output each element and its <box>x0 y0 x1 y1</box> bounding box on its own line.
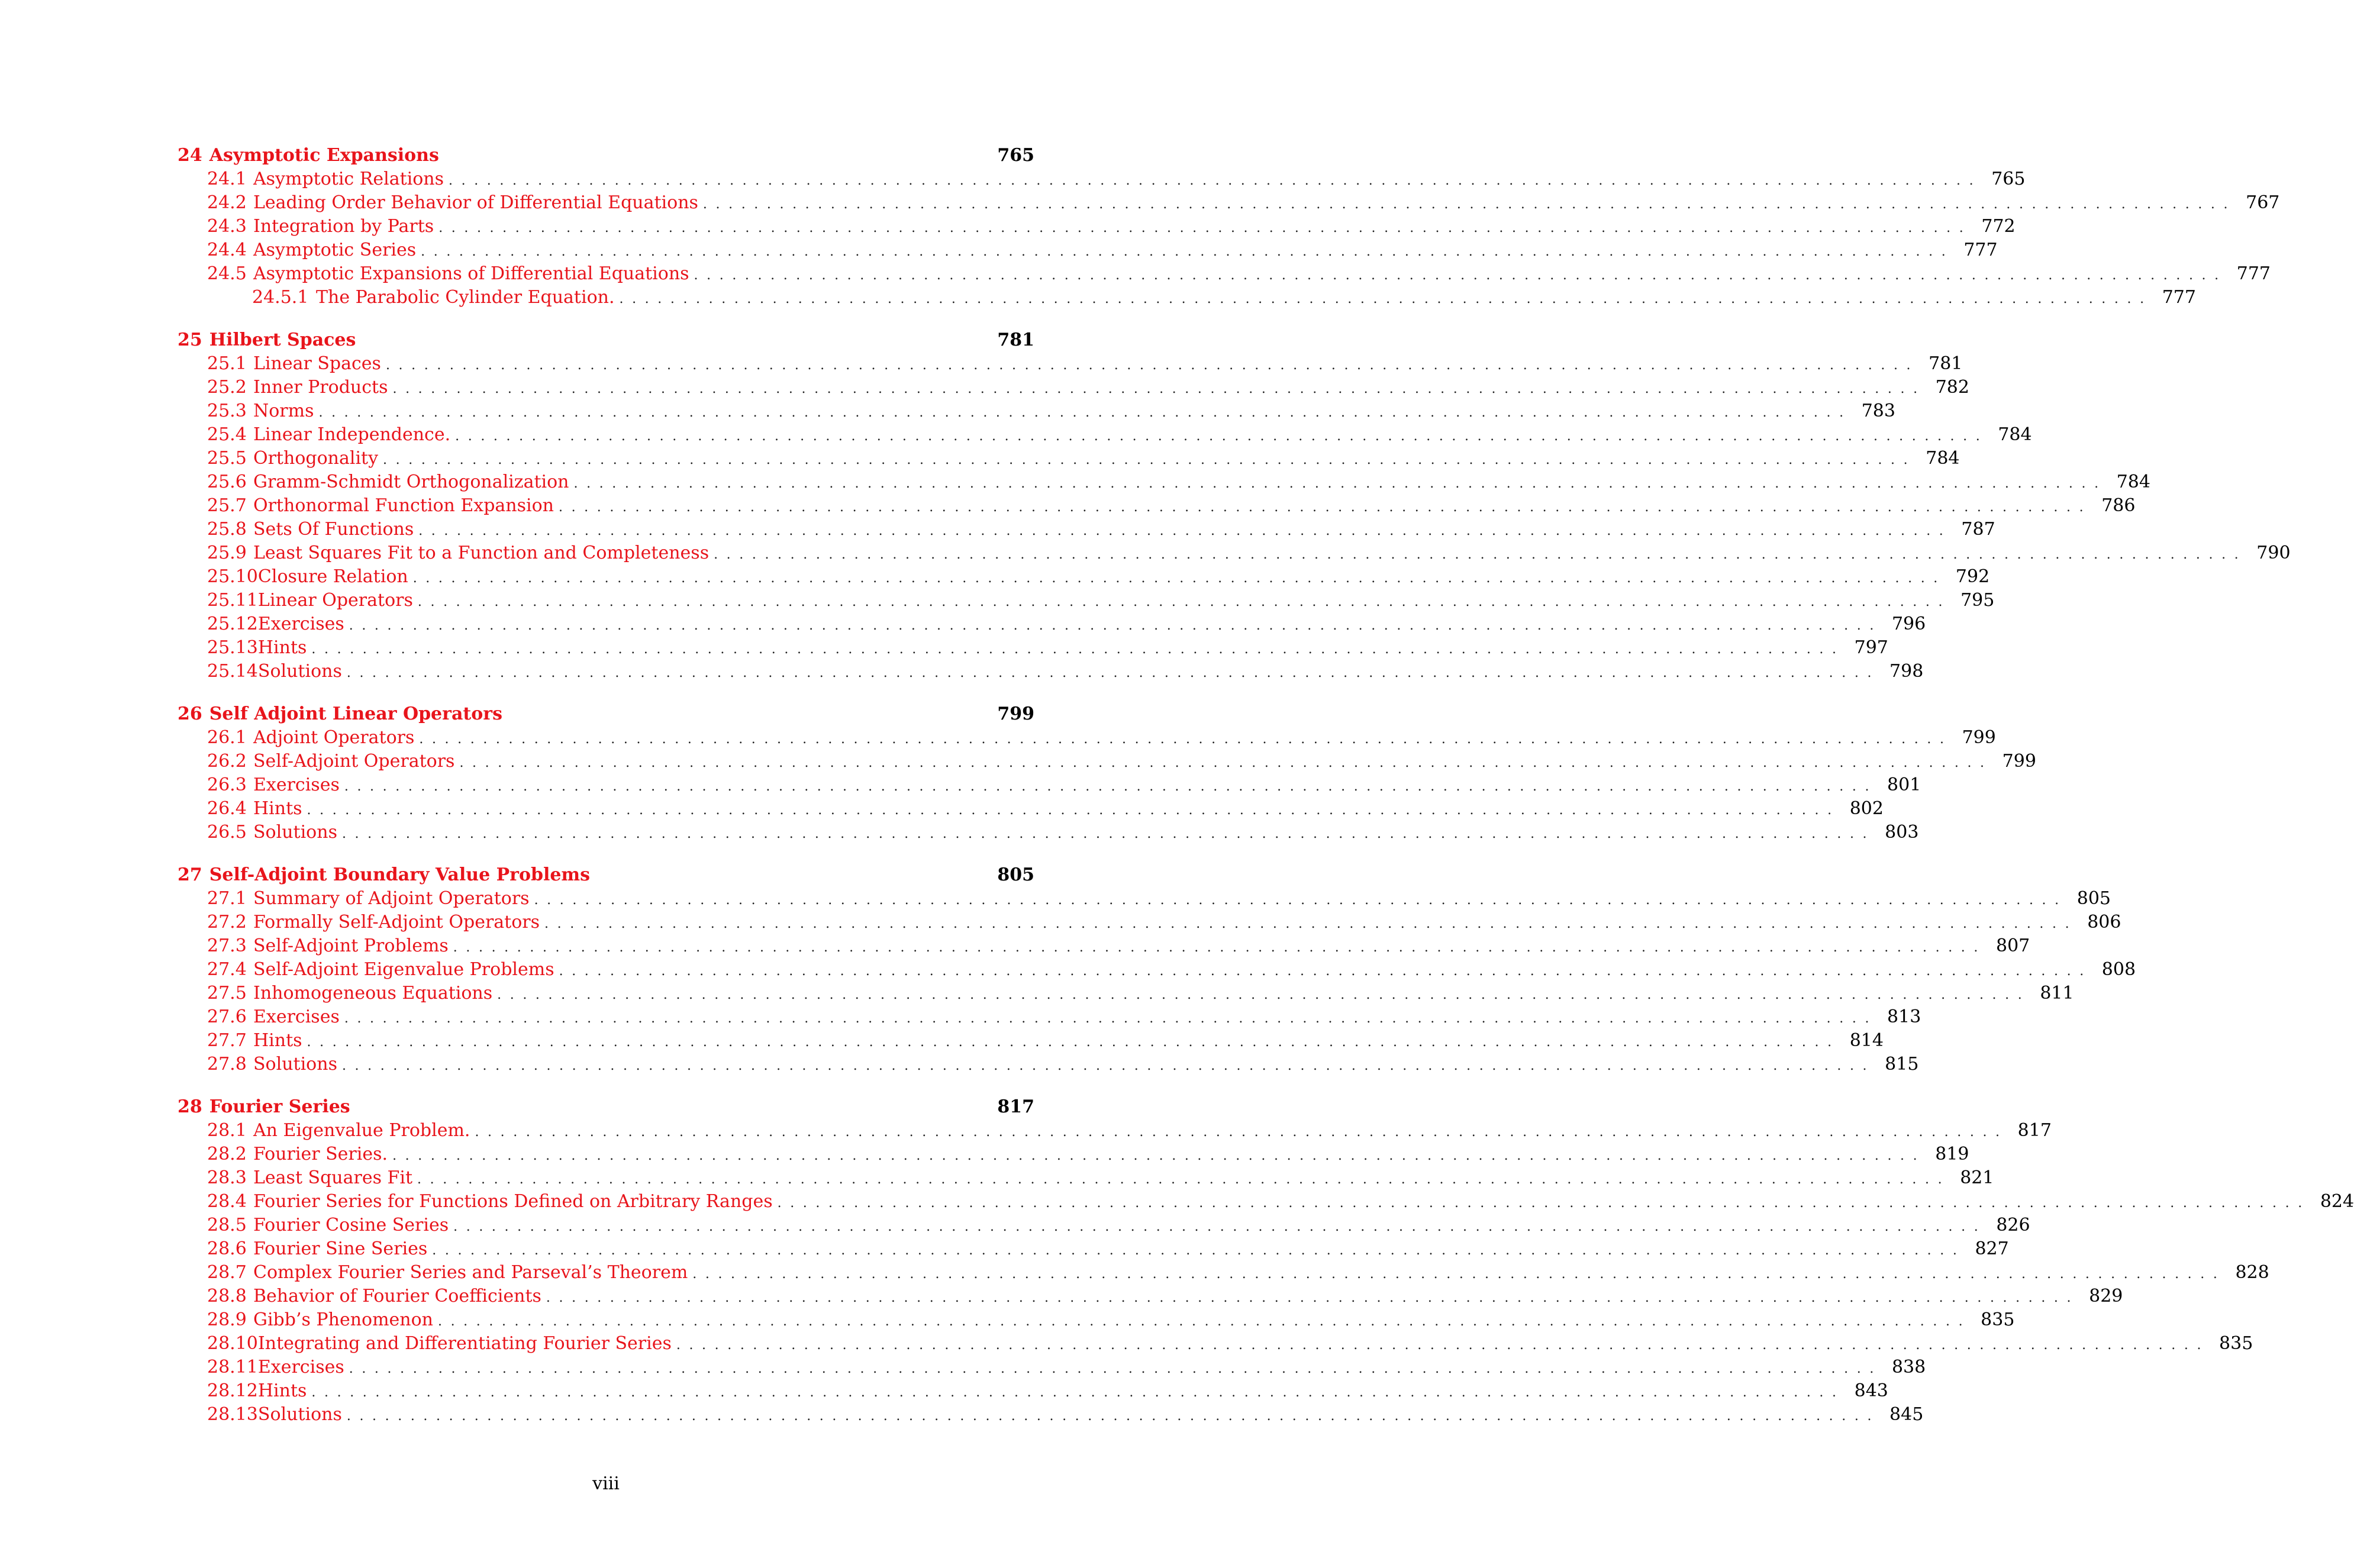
dot-leader: ........................................................................................................................ <box>349 618 1882 633</box>
section-page-number: 801 <box>1887 775 1921 795</box>
dot-leader: ........................................................................................................................ <box>349 1361 1882 1376</box>
toc-entry[interactable] <box>178 399 1895 423</box>
dot-leader: ........................................................................................................................ <box>714 547 2247 562</box>
chapter-heading[interactable] <box>178 328 1034 352</box>
toc-entry[interactable] <box>178 1379 1888 1403</box>
toc-entry[interactable] <box>178 821 1919 844</box>
section-page-number: 838 <box>1891 1357 1926 1377</box>
chapter-heading[interactable] <box>178 1095 1034 1119</box>
section-number: 25.11 <box>207 590 258 611</box>
section-page-number: 827 <box>1975 1238 2009 1259</box>
toc-entry[interactable] <box>178 1029 1884 1053</box>
section-page-number: 799 <box>2002 751 2036 772</box>
section-number: 27.1 <box>207 888 247 909</box>
section-page-number: 835 <box>1981 1309 2015 1330</box>
dot-leader: ........................................................................................................................ <box>392 1148 1926 1163</box>
dot-leader: ........................................................................................................................ <box>559 964 2092 979</box>
section-title-link[interactable]: Integration by Parts <box>253 216 434 237</box>
dot-leader: ........................................................................................................................ <box>412 571 1946 586</box>
toc-entry[interactable] <box>178 215 2016 238</box>
section-number: 24.2 <box>207 192 247 213</box>
section-number: 27.4 <box>207 959 247 980</box>
chapter-title: Asymptotic Expansions <box>209 145 439 166</box>
section-number: 28.8 <box>207 1286 247 1306</box>
dot-leader: ........................................................................................................................ <box>432 1243 1966 1258</box>
toc-entry[interactable] <box>178 565 1990 589</box>
toc-entry[interactable] <box>178 1190 2354 1214</box>
toc-entry[interactable] <box>178 541 2291 565</box>
section-page-number: 777 <box>2162 287 2196 308</box>
section-title-link[interactable]: Linear Spaces <box>253 353 381 374</box>
section-number: 24.3 <box>207 216 247 237</box>
section-number: 28.13 <box>207 1404 258 1425</box>
chapter-title-link[interactable] <box>178 1095 350 1119</box>
toc-entry[interactable] <box>178 660 1924 683</box>
section-number: 25.3 <box>207 401 247 421</box>
dot-leader: ........................................................................................................................ <box>344 779 1878 794</box>
chapter-number: 24 <box>178 145 202 166</box>
section-number: 24.1 <box>207 169 247 189</box>
section-page-number: 813 <box>1887 1006 1921 1027</box>
section-title-link[interactable]: An Eigenvalue Problem. <box>253 1120 470 1141</box>
dot-leader: ........................................................................................................................ <box>455 429 1989 444</box>
section-number: 26.1 <box>207 727 247 748</box>
toc-entry[interactable] <box>178 1053 1919 1076</box>
section-page-number: 795 <box>1960 590 1995 611</box>
section-number: 25.1 <box>207 353 247 374</box>
section-number: 28.7 <box>207 1262 247 1283</box>
section-page-number: 828 <box>2235 1262 2269 1283</box>
section-number: 24.5 <box>207 263 247 284</box>
chapter-number: 26 <box>178 704 202 724</box>
section-title-link[interactable]: Solutions <box>253 1054 337 1075</box>
chapter-number: 27 <box>178 864 202 885</box>
section-title-link[interactable]: Linear Operators <box>257 590 413 611</box>
section-number: 26.2 <box>207 751 247 772</box>
section-page-number: 817 <box>2017 1120 2052 1141</box>
chapter-title: Hilbert Spaces <box>209 330 356 350</box>
section-page-number: 767 <box>2246 192 2280 213</box>
dot-leader: ........................................................................................................................ <box>344 1011 1878 1026</box>
section-title-link[interactable]: Least Squares Fit <box>253 1167 413 1188</box>
page-number-footer: viii <box>592 1473 620 1494</box>
section-page-number: 796 <box>1891 614 1926 634</box>
section-number: 25.13 <box>207 637 258 658</box>
chapter-27 <box>178 863 2136 1076</box>
section-number: 26.4 <box>207 798 247 819</box>
section-number: 25.2 <box>207 377 247 398</box>
section-number: 25.12 <box>207 614 258 634</box>
section-title-link[interactable]: Solutions <box>253 822 337 843</box>
section-number: 28.9 <box>207 1309 247 1330</box>
dot-leader: ........................................................................................................................ <box>702 197 2237 212</box>
section-title-link[interactable]: Least Squares Fit to a Function and Completeness <box>253 543 710 563</box>
chapter-title-link[interactable] <box>178 328 356 352</box>
section-number: 28.12 <box>207 1380 258 1401</box>
section-title-link[interactable]: Fourier Series for Functions Defined on Arbitrary Ranges <box>253 1191 773 1212</box>
section-title-link[interactable]: Formally Self-Adjoint Operators <box>253 912 540 933</box>
dot-leader: ........................................................................................................................ <box>453 940 1987 955</box>
section-number: 25.7 <box>207 495 247 516</box>
section-page-number: 772 <box>1981 216 2016 237</box>
section-title-link[interactable]: Self-Adjoint Eigenvalue Problems <box>253 959 554 980</box>
dot-leader: ........................................................................................................................ <box>777 1196 2311 1211</box>
dot-leader: ........................................................................................................................ <box>453 1219 1987 1234</box>
section-page-number: 808 <box>2101 959 2136 980</box>
toc-entry[interactable] <box>178 797 1884 821</box>
section-number: 27.8 <box>207 1054 247 1075</box>
chapter-page-number: 817 <box>997 1096 1034 1117</box>
dot-leader: ........................................................................................................................ <box>437 1314 1972 1329</box>
section-page-number: 835 <box>2219 1333 2253 1354</box>
toc-entry[interactable] <box>178 1143 1969 1166</box>
section-number: 25.14 <box>207 661 258 682</box>
section-title-link[interactable]: Integrating and Differentiating Fourier Series <box>257 1333 672 1354</box>
section-title-link[interactable]: Asymptotic Relations <box>253 169 444 189</box>
chapter-number: 25 <box>178 330 202 350</box>
toc-entry[interactable] <box>178 1005 1921 1029</box>
section-number: 27.7 <box>207 1030 247 1051</box>
chapter-24 <box>178 144 2280 309</box>
dot-leader: ........................................................................................................................ <box>534 893 2068 908</box>
section-number: 26.3 <box>207 775 247 795</box>
section-number: 28.5 <box>207 1215 247 1235</box>
chapter-title-link[interactable] <box>178 863 590 887</box>
chapter-list <box>178 144 2354 1427</box>
section-page-number: 797 <box>1854 637 1888 658</box>
toc-entry[interactable] <box>178 589 1995 612</box>
section-page-number: 792 <box>1955 566 1990 587</box>
chapter-title-link[interactable] <box>178 144 439 167</box>
section-title-link[interactable]: Solutions <box>257 1404 342 1425</box>
section-title-link[interactable]: Leading Order Behavior of Differential Equations <box>253 192 698 213</box>
toc-entry[interactable] <box>178 191 2280 215</box>
toc-entry[interactable] <box>178 750 2036 773</box>
section-number: 28.3 <box>207 1167 247 1188</box>
section-title-link[interactable]: Hints <box>253 798 302 819</box>
section-title-link[interactable]: Hints <box>257 637 307 658</box>
section-title-link[interactable]: Solutions <box>257 661 342 682</box>
toc-entry[interactable] <box>178 1119 2052 1143</box>
section-page-number: 777 <box>2236 263 2271 284</box>
section-title-link[interactable]: Orthonormal Function Expansion <box>253 495 554 516</box>
section-page-number: 815 <box>1885 1054 1919 1075</box>
section-number: 27.2 <box>207 912 247 933</box>
section-number: 28.4 <box>207 1191 247 1212</box>
section-number: 27.5 <box>207 983 247 1004</box>
section-page-number: 814 <box>1849 1030 1884 1051</box>
dot-leader: ........................................................................................................................ <box>307 803 1840 818</box>
section-title-link[interactable]: Exercises <box>257 1357 344 1377</box>
section-page-number: 784 <box>1926 448 1960 469</box>
section-number: 28.2 <box>207 1144 247 1164</box>
dot-leader: ........................................................................................................................ <box>307 1035 1840 1050</box>
dot-leader: ........................................................................................................................ <box>559 500 2092 515</box>
section-number: 25.10 <box>207 566 258 587</box>
section-page-number: 790 <box>2256 543 2291 563</box>
dot-leader: ........................................................................................................................ <box>438 221 1972 235</box>
chapter-page-number: 805 <box>997 864 1034 885</box>
toc-entry[interactable] <box>178 286 2196 309</box>
chapter-page-number: 781 <box>997 330 1034 350</box>
section-number: 28.6 <box>207 1238 247 1259</box>
toc-entry[interactable] <box>178 423 2032 447</box>
section-number: 24.5.1 <box>252 287 309 308</box>
section-title-link[interactable]: Sets Of Functions <box>253 519 414 540</box>
section-page-number: 787 <box>1961 519 1995 540</box>
dot-leader: ........................................................................................................................ <box>417 1172 1951 1187</box>
section-page-number: 829 <box>2089 1286 2123 1306</box>
section-title-link[interactable]: Asymptotic Series <box>253 240 417 260</box>
chapter-title: Self-Adjoint Boundary Value Problems <box>209 864 591 885</box>
chapter-28 <box>178 1095 2354 1427</box>
dot-leader: ........................................................................................................................ <box>417 595 1952 609</box>
chapter-number: 28 <box>178 1096 202 1117</box>
section-page-number: 824 <box>2320 1191 2354 1212</box>
section-page-number: 765 <box>1991 169 2026 189</box>
section-page-number: 826 <box>1996 1215 2030 1235</box>
section-page-number: 811 <box>2040 983 2074 1004</box>
dot-leader: ........................................................................................................................ <box>419 732 1953 747</box>
section-title-link[interactable]: Adjoint Operators <box>253 727 415 748</box>
section-number: 25.4 <box>207 424 247 445</box>
dot-leader: ........................................................................................................................ <box>392 382 1926 396</box>
toc-entry[interactable] <box>178 1403 1924 1427</box>
dot-leader: ........................................................................................................................ <box>449 173 1982 188</box>
toc-entry[interactable] <box>178 1261 2269 1285</box>
section-page-number: 803 <box>1885 822 1919 843</box>
toc-entry[interactable] <box>178 238 1998 262</box>
toc-entry[interactable] <box>178 1214 2030 1237</box>
section-page-number: 783 <box>1861 401 1895 421</box>
dot-leader: ........................................................................................................................ <box>383 453 1917 467</box>
section-page-number: 784 <box>1998 424 2032 445</box>
dot-leader: ........................................................................................................................ <box>544 917 2078 931</box>
section-title-link[interactable]: Norms <box>253 401 314 421</box>
toc-entry[interactable] <box>178 1285 2123 1308</box>
section-title-link[interactable]: Gramm-Schmidt Orthogonalization <box>253 472 569 492</box>
section-number: 25.9 <box>207 543 247 563</box>
section-page-number: 781 <box>1929 353 1963 374</box>
toc-entry[interactable] <box>178 982 2074 1005</box>
section-page-number: 819 <box>1935 1144 1969 1164</box>
toc-entry[interactable] <box>178 612 1926 636</box>
section-page-number: 799 <box>1962 727 1996 748</box>
section-title-link[interactable]: Orthogonality <box>253 448 379 469</box>
chapter-title-link[interactable] <box>178 702 502 726</box>
toc-entry[interactable] <box>178 518 1995 541</box>
chapter-heading[interactable] <box>178 702 1034 726</box>
section-title-link[interactable]: Behavior of Fourier Coefficients <box>253 1286 541 1306</box>
dot-leader: ........................................................................................................................ <box>676 1338 2210 1353</box>
toc-entry[interactable] <box>178 167 2026 191</box>
section-title-link[interactable]: Closure Relation <box>257 566 408 587</box>
section-page-number: 807 <box>1995 935 2030 956</box>
section-page-number: 805 <box>2076 888 2111 909</box>
chapter-25 <box>178 328 2291 683</box>
toc-entry[interactable] <box>178 934 2030 958</box>
dot-leader: ........................................................................................................................ <box>311 642 1845 657</box>
toc-entry[interactable] <box>178 1166 1994 1190</box>
section-title-link[interactable]: Linear Independence. <box>253 424 451 445</box>
toc-entry[interactable] <box>178 447 1960 470</box>
section-page-number: 802 <box>1849 798 1884 819</box>
chapter-title: Fourier Series <box>209 1096 350 1117</box>
section-page-number: 777 <box>1963 240 1998 260</box>
toc-entry[interactable] <box>178 636 1888 660</box>
toc-entry[interactable] <box>178 376 1969 399</box>
dot-leader: ........................................................................................................................ <box>346 666 1881 680</box>
section-title-link[interactable]: Self-Adjoint Operators <box>253 751 455 772</box>
dot-leader: ........................................................................................................................ <box>341 1059 1876 1073</box>
dot-leader: ........................................................................................................................ <box>619 292 2153 306</box>
section-number: 24.4 <box>207 240 247 260</box>
section-page-number: 786 <box>2101 495 2136 516</box>
toc-entry[interactable] <box>178 352 1963 376</box>
section-number: 25.6 <box>207 472 247 492</box>
section-number: 25.8 <box>207 519 247 540</box>
toc-entry[interactable] <box>178 1308 2015 1332</box>
section-number: 28.11 <box>207 1357 258 1377</box>
dot-leader: ........................................................................................................................ <box>546 1290 2080 1305</box>
section-page-number: 806 <box>2087 912 2121 933</box>
section-title-link[interactable]: The Parabolic Cylinder Equation. <box>316 287 615 308</box>
section-page-number: 845 <box>1889 1404 1924 1425</box>
dot-leader: ........................................................................................................................ <box>385 358 1920 373</box>
section-title-link[interactable]: Fourier Sine Series <box>253 1238 428 1259</box>
section-title-link[interactable]: Hints <box>253 1030 302 1051</box>
section-number: 27.3 <box>207 935 247 956</box>
toc-entry[interactable] <box>178 494 2136 518</box>
section-title-link[interactable]: Inhomogeneous Equations <box>253 983 493 1004</box>
toc-entry[interactable] <box>178 773 1921 797</box>
section-number: 28.10 <box>207 1333 258 1354</box>
toc-entry[interactable] <box>178 1356 1926 1379</box>
toc-entry[interactable] <box>178 726 1996 750</box>
toc-entry[interactable] <box>178 262 2271 286</box>
chapter-heading[interactable] <box>178 863 1034 887</box>
dot-leader: ........................................................................................................................ <box>692 1267 2226 1282</box>
toc-entry[interactable] <box>178 958 2136 982</box>
dot-leader: ........................................................................................................................ <box>459 756 1993 770</box>
section-number: 27.6 <box>207 1006 247 1027</box>
section-title-link[interactable]: Exercises <box>253 775 340 795</box>
section-page-number: 784 <box>2116 472 2150 492</box>
chapter-page-number: 765 <box>997 145 1034 166</box>
dot-leader: ........................................................................................................................ <box>341 827 1876 841</box>
chapter-page-number: 799 <box>997 704 1034 724</box>
toc-entry[interactable] <box>178 470 2150 494</box>
section-title-link[interactable]: Complex Fourier Series and Parseval’s Theorem <box>253 1262 688 1283</box>
toc-entry[interactable] <box>178 887 2111 911</box>
section-title-link[interactable]: Fourier Cosine Series <box>253 1215 449 1235</box>
section-title-link[interactable]: Asymptotic Expansions of Differential Equations <box>253 263 689 284</box>
chapter-title: Self Adjoint Linear Operators <box>209 704 502 724</box>
section-number: 26.5 <box>207 822 247 843</box>
dot-leader: ........................................................................................................................ <box>694 268 2227 283</box>
dot-leader: ........................................................................................................................ <box>311 1385 1845 1400</box>
dot-leader: ........................................................................................................................ <box>346 1409 1881 1424</box>
toc-entry[interactable] <box>178 1237 2009 1261</box>
section-number: 28.1 <box>207 1120 247 1141</box>
section-title-link[interactable]: Summary of Adjoint Operators <box>253 888 530 909</box>
dot-leader: ........................................................................................................................ <box>573 476 2107 491</box>
dot-leader: ........................................................................................................................ <box>475 1125 2008 1140</box>
section-page-number: 843 <box>1854 1380 1888 1401</box>
section-title-link[interactable]: Self-Adjoint Problems <box>253 935 449 956</box>
dot-leader: ........................................................................................................................ <box>421 244 1955 259</box>
section-title-link[interactable]: Fourier Series. <box>253 1144 388 1164</box>
section-title-link[interactable]: Exercises <box>257 614 344 634</box>
chapter-heading[interactable] <box>178 144 1034 167</box>
chapter-26 <box>178 702 2036 844</box>
toc-entry[interactable] <box>178 911 2121 934</box>
section-page-number: 782 <box>1935 377 1969 398</box>
dot-leader: ........................................................................................................................ <box>418 524 1952 538</box>
section-title-link[interactable]: Exercises <box>253 1006 340 1027</box>
section-title-link[interactable]: Inner Products <box>253 377 388 398</box>
table-of-contents <box>178 144 2354 1446</box>
toc-entry[interactable] <box>178 1332 2253 1356</box>
dot-leader: ........................................................................................................................ <box>318 405 1852 420</box>
section-page-number: 798 <box>1889 661 1924 682</box>
dot-leader: ........................................................................................................................ <box>497 988 2031 1002</box>
section-title-link[interactable]: Gibb’s Phenomenon <box>253 1309 433 1330</box>
section-number: 25.5 <box>207 448 247 469</box>
section-title-link[interactable]: Hints <box>257 1380 307 1401</box>
section-page-number: 821 <box>1960 1167 1994 1188</box>
